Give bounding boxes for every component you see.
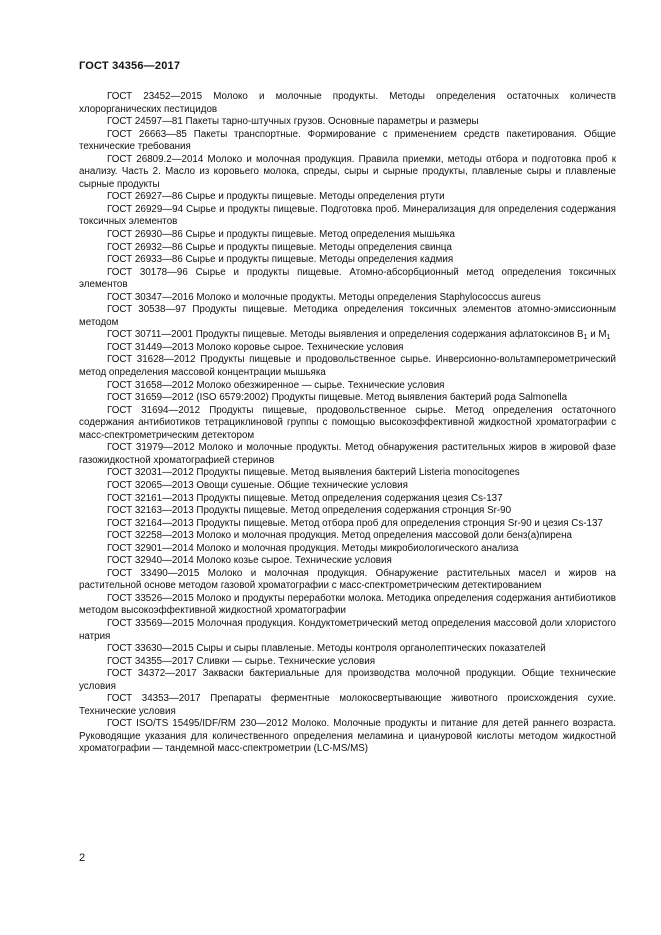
reference-code: ГОСТ 32031—2012: [107, 467, 194, 479]
reference-code: ГОСТ 33630—2015: [107, 643, 194, 655]
reference-title: Сырье и продукты пищевые. Методы определения свинца: [185, 241, 452, 253]
reference-entry: [79, 618, 616, 643]
reference-code: ГОСТ 32161—2013: [107, 492, 194, 504]
reference-entry: [79, 380, 616, 393]
reference-title: Молоко и молочная продукция. Методы микробиологического анализа: [196, 542, 519, 554]
reference-code: ГОСТ 31659—2012 (ISO 6579:2002): [107, 392, 269, 404]
reference-code: ГОСТ 32258—2013: [107, 530, 194, 542]
reference-entry: [79, 392, 616, 405]
reference-entry: [79, 242, 616, 255]
reference-title: Препараты ферментные молокосвертывающие животного происхождения сухие. Технические условия: [79, 693, 616, 717]
reference-code: ГОСТ 31979—2012: [107, 442, 195, 454]
reference-title: Молоко и продукты переработки молока. Методика определения содержания антибиотиков методом высокоэффективной жидкостной хроматографии: [79, 592, 616, 617]
reference-entry: [79, 304, 616, 329]
reference-entry: [79, 129, 616, 154]
reference-title: Пакеты тарно-штучных грузов. Основные параметры и размеры: [185, 116, 479, 128]
reference-title: Закваски бактериальные для производства молочной продукции. Общие технические условия: [79, 668, 616, 692]
reference-entry: [79, 593, 616, 618]
reference-code: ГОСТ 33490—2015: [107, 567, 200, 579]
reference-entry: [79, 254, 616, 267]
reference-entry: [79, 442, 616, 467]
reference-title: Продукты пищевые. Методы выявления и определения содержания афлатоксинов: [195, 329, 575, 341]
reference-title: Молоко и молочная продукция. Правила приемки, методы отбора и подготовка проб к анализу. Часть 2. Масло из коровьего молока, спреды, сыры и сырные продукты, плавленые сыры и плавленые сырные продукты: [79, 153, 616, 190]
reference-code: ГОСТ 24597—81: [107, 116, 183, 128]
reference-title: Молоко и молочные продукты. Методы определения Staphylococcus aureus: [196, 291, 541, 303]
reference-code: ГОСТ 26929—94: [107, 203, 184, 215]
reference-code: ГОСТ 34355—2017: [107, 655, 194, 667]
reference-entry: [79, 555, 616, 568]
reference-code: ГОСТ 30347—2016: [107, 291, 194, 303]
reference-code: ГОСТ ISO/TS 15495/IDF/RM 230—2012: [107, 718, 288, 730]
reference-title: Продукты пищевые. Методика определения токсичных элементов атомно-эмиссионным методом: [79, 304, 616, 328]
reference-entry: [79, 505, 616, 518]
reference-entry: [79, 518, 616, 531]
aflatoxin-m-subscript: 1: [606, 334, 611, 342]
reference-entry: [79, 229, 616, 242]
reference-title: Сырье и продукты пищевые. Метод определения мышьяка: [185, 229, 455, 241]
reference-entry: [79, 643, 616, 656]
reference-code: ГОСТ 34372—2017: [107, 668, 197, 680]
reference-code: ГОСТ 23452—2015: [107, 91, 203, 102]
reference-entry: [79, 543, 616, 556]
reference-code: ГОСТ 31694—2012: [107, 404, 201, 416]
reference-entry: [79, 493, 616, 506]
reference-entry: [79, 354, 616, 379]
reference-title: Продукты пищевые. Метод отбора проб для определения стронция Sr-90 и цезия Cs-137: [196, 517, 603, 529]
reference-entry: [79, 154, 616, 192]
reference-title: Молоко и молочная продукция. Обнаружение растительных масел и жиров на растительной основе методом газовой хроматографии с масс-спектрометрическим детектированием: [79, 567, 616, 592]
reference-code: ГОСТ 32940—2014: [107, 555, 194, 567]
reference-code: ГОСТ 31449—2013: [107, 341, 194, 353]
reference-title: Молоко и молочная продукция. Метод определения массовой доли бенз(а)пирена: [196, 530, 572, 542]
reference-entry: [79, 342, 616, 355]
reference-entry: [79, 656, 616, 669]
reference-entry: [79, 191, 616, 204]
page-number: 2: [79, 852, 86, 864]
aflatoxin-b-subscript: 1: [583, 334, 588, 342]
reference-title: Молоко. Молочные продукты и питание для детей раннего возраста. Руководящие указания для количественного определения меламина и циануровой кислоты методом жидкостной хроматографии — тандемной масс-спектрометрии (LC-MS/MS): [79, 718, 616, 755]
reference-title: Пакеты транспортные. Формирование с применением средств пакетирования. Общие технические требования: [79, 128, 616, 153]
reference-title: Продукты пищевые. Метод выявления бактерий Listeria monocitogenes: [196, 467, 520, 479]
reference-code: ГОСТ 26809.2—2014: [107, 153, 204, 165]
reference-title: Сливки — сырье. Технические условия: [196, 655, 376, 667]
reference-entry: [79, 267, 616, 292]
reference-title: Овощи сушеные. Общие технические условия: [196, 479, 408, 491]
reference-code: ГОСТ 26933—86: [107, 254, 183, 266]
reference-entry: [79, 480, 616, 493]
reference-entry: [79, 292, 616, 305]
reference-code: ГОСТ 33526—2015: [107, 592, 194, 604]
reference-title: Сырье и продукты пищевые. Атомно-абсорбционный метод определения токсичных элементов: [79, 266, 616, 291]
reference-entry: [79, 116, 616, 129]
reference-title: Сыры и сыры плавленые. Методы контроля органолептических показателей: [196, 643, 546, 655]
reference-title: Молоко козье сырое. Технические условия: [196, 555, 392, 567]
reference-code: ГОСТ 33569—2015: [107, 617, 194, 629]
reference-entry: [79, 718, 616, 756]
aflatoxin-m-label: и M: [587, 329, 607, 341]
reference-code: ГОСТ 26932—86: [107, 241, 183, 253]
reference-title: Молоко и молочные продукты. Методы определения остаточных количеств хлорорганических пестицидов: [79, 91, 616, 115]
reference-entry: [79, 204, 616, 229]
reference-entry: [79, 91, 616, 116]
reference-entry: [79, 405, 616, 443]
reference-title: Продукты пищевые и продовольственное сырье. Инверсионно-вольтамперометрический метод определения массовой концентрации мышьяка: [79, 354, 616, 379]
reference-code: ГОСТ 31628—2012: [107, 354, 196, 366]
reference-code: ГОСТ 26927—86: [107, 191, 183, 203]
reference-code: ГОСТ 26663—85: [107, 128, 187, 140]
reference-title: Молоко обезжиренное — сырье. Технические условия: [196, 379, 445, 391]
reference-code: ГОСТ 32901—2014: [107, 542, 194, 554]
reference-title: Сырье и продукты пищевые. Методы определения ртути: [185, 191, 445, 203]
reference-entry: [79, 467, 616, 480]
reference-code: ГОСТ 30711—2001: [107, 329, 193, 341]
reference-code: ГОСТ 32065—2013: [107, 479, 194, 491]
standard-code-header: ГОСТ 34356—2017: [79, 60, 181, 72]
reference-title: Молоко и молочные продукты. Метод обнаружения растительных жиров в жировой фазе газожидкостной хроматографией стеринов: [79, 442, 616, 466]
reference-code: ГОСТ 34353—2017: [107, 693, 201, 705]
reference-code: ГОСТ 32164—2013: [107, 517, 194, 529]
reference-title: Продукты пищевые. Метод определения содержания цезия Cs-137: [196, 492, 503, 504]
reference-entry: [79, 668, 616, 693]
reference-entry: [79, 530, 616, 543]
reference-code: ГОСТ 26930—86: [107, 229, 183, 241]
reference-title: Молочная продукция. Кондуктометрический метод определения массовой доли хлористого натрия: [79, 617, 616, 642]
reference-entry: [79, 329, 616, 342]
reference-title: Продукты пищевые. Метод выявления бактерий рода Salmonella: [271, 392, 568, 404]
reference-entry: [79, 693, 616, 718]
reference-code: ГОСТ 32163—2013: [107, 505, 194, 517]
reference-title: Молоко коровье сырое. Технические условия: [196, 341, 404, 353]
normative-references-list: [79, 91, 616, 756]
reference-title: Сырье и продукты пищевые. Методы определения кадмия: [185, 254, 454, 266]
aflatoxin-b-label: B: [574, 329, 584, 341]
reference-title: Сырье и продукты пищевые. Подготовка проб. Минерализация для определения содержания токсичных элементов: [79, 203, 616, 228]
reference-code: ГОСТ 31658—2012: [107, 379, 194, 391]
reference-title: Продукты пищевые, продовольственное сырье. Метод определения остаточного содержания антибиотиков тетрациклиновой группы с помощью высокоэффективной жидкостной хроматографии с масс-спектрометрическим детектором: [79, 404, 617, 441]
reference-entry: [79, 568, 616, 593]
reference-code: ГОСТ 30538—97: [107, 304, 187, 316]
reference-code: ГОСТ 30178—96: [107, 266, 188, 278]
reference-title: Продукты пищевые. Метод определения содержания стронция Sr-90: [196, 505, 512, 517]
